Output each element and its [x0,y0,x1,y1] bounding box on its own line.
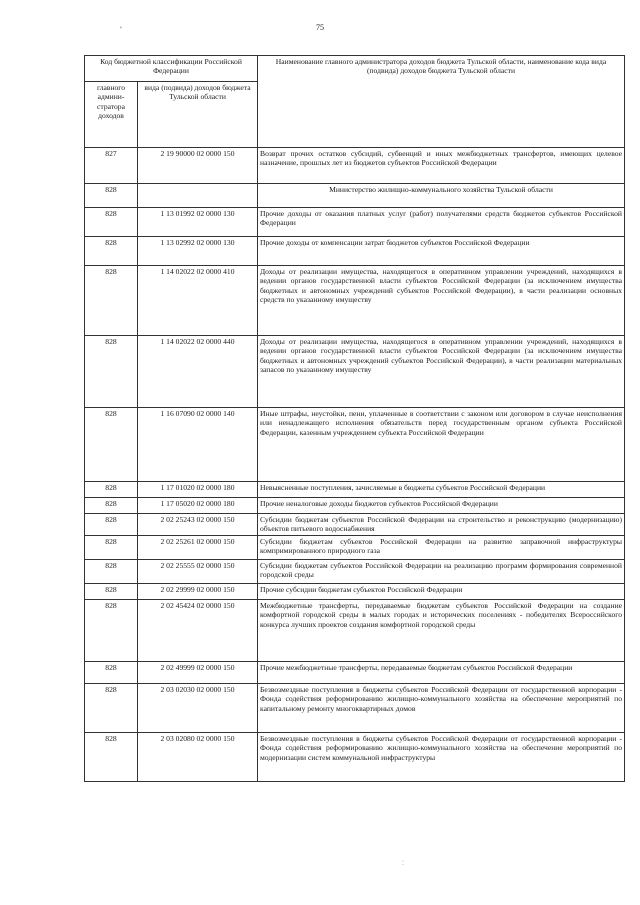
income-kind-code-cell: 1 16 07090 02 0000 140 [138,408,258,482]
header-administrator-name: Наименование главного администратора доходов бюджета Тульской области, наименование кода вида (подвида) доходов бюджета Тульской области [258,56,625,148]
table-row [85,482,625,498]
administrator-code-cell: 828 [85,584,138,600]
income-kind-code-cell: 1 13 01992 02 0000 130 [138,208,258,237]
table-row [85,733,625,782]
income-name-cell: Прочие субсидии бюджетам субъектов Российской Федерации [258,584,625,600]
administrator-code-cell: 828 [85,560,138,584]
administrator-code-cell: 828 [85,237,138,266]
administrator-code-cell: 828 [85,662,138,684]
scan-mark-bottom: ⁚ [402,861,404,867]
table-row [85,600,625,662]
income-kind-code-cell: 1 17 05020 02 0000 180 [138,498,258,514]
table-row [85,662,625,684]
income-kind-code-cell: 1 17 01020 02 0000 180 [138,482,258,498]
page-number: 75 [316,23,324,32]
income-kind-code-cell: 2 03 02030 02 0000 150 [138,684,258,733]
budget-income-table [84,55,625,782]
income-name-cell: Прочие неналоговые доходы бюджетов субъектов Российской Федерации [258,498,625,514]
administrator-code-cell: 828 [85,536,138,560]
income-name-cell: Безвозмездные поступления в бюджеты субъектов Российской Федерации от государственной корпорации - Фонда содействия реформированию жилищно-коммунального хозяйства на обеспечение мероприятий по капитальному ремонту многоквартирных домов [258,684,625,733]
income-name-cell: Субсидии бюджетам субъектов Российской Федерации на развитие заправочной инфраструктуры компримированного природного газа [258,536,625,560]
income-kind-code-cell: 2 02 25243 02 0000 150 [138,514,258,536]
income-kind-code-cell [138,184,258,208]
administrator-code-cell: 828 [85,184,138,208]
income-name-cell: Безвозмездные поступления в бюджеты субъектов Российской Федерации от государственной корпорации - Фонда содействия реформированию жилищно-коммунального хозяйства на обеспечение мероприятий по модернизации систем коммунальной инфраструктуры [258,733,625,782]
administrator-code-cell: 828 [85,684,138,733]
income-kind-code-cell: 1 14 02022 02 0000 440 [138,336,258,408]
table-row [85,237,625,266]
table-row [85,514,625,536]
table-row [85,560,625,584]
administrator-code-cell: 828 [85,208,138,237]
income-name-cell: Невыясненные поступления, зачисляемые в бюджеты субъектов Российской Федерации [258,482,625,498]
table-row [85,536,625,560]
income-kind-code-cell: 2 19 90000 02 0000 150 [138,148,258,184]
income-kind-code-cell: 2 02 49999 02 0000 150 [138,662,258,684]
income-kind-code-cell: 2 02 25555 02 0000 150 [138,560,258,584]
income-name-cell: Министерство жилищно-коммунального хозяйства Тульской области [258,184,625,208]
table-row [85,184,625,208]
income-kind-code-cell: 1 14 02022 02 0000 410 [138,266,258,336]
income-name-cell: Возврат прочих остатков субсидий, субвенций и иных межбюджетных трансфертов, имеющих целевое назначение, прошлых лет из бюджетов субъектов Российской Федерации [258,148,625,184]
administrator-code-cell: 828 [85,600,138,662]
table-row [85,584,625,600]
administrator-code-cell: 828 [85,733,138,782]
table-row [85,408,625,482]
table-row [85,336,625,408]
income-name-cell: Субсидии бюджетам субъектов Российской Федерации на реализацию программ формирования современной городской среды [258,560,625,584]
header-budget-classification-code: Код бюджетной классификации Российской Федерации [85,56,258,82]
income-name-cell: Иные штрафы, неустойки, пени, уплаченные в соответствии с законом или договором в случае неисполнения или ненадлежащего исполнения обязательств перед государственным органом субъекта Российской Федерации, казенным учреждением субъекта Российской Федерации [258,408,625,482]
header-income-kind-code: вида (подвида) доходов бюджета Тульской области [138,82,258,148]
administrator-code-cell: 828 [85,498,138,514]
administrator-code-cell: 828 [85,266,138,336]
income-name-cell: Прочие межбюджетные трансферты, передаваемые бюджетам субъектов Российской Федерации [258,662,625,684]
table-row [85,148,625,184]
income-kind-code-cell: 2 03 02080 02 0000 150 [138,733,258,782]
income-name-cell: Прочие доходы от компенсации затрат бюджетов субъектов Российской Федерации [258,237,625,266]
table-row [85,684,625,733]
header-chief-administrator-code: главного админи-стратора доходов [85,82,138,148]
income-kind-code-cell: 1 13 02992 02 0000 130 [138,237,258,266]
income-kind-code-cell: 2 02 45424 02 0000 150 [138,600,258,662]
income-name-cell: Межбюджетные трансферты, передаваемые бюджетам субъектов Российской Федерации на создание комфортной городской среды в малых городах и исторических поселениях - победителях Всероссийского конкурса лучших проектов создания комфортной городской среды [258,600,625,662]
table-row [85,208,625,237]
income-name-cell: Прочие доходы от оказания платных услуг (работ) получателями средств бюджетов субъектов Российской Федерации [258,208,625,237]
table-row [85,498,625,514]
income-name-cell: Доходы от реализации имущества, находящегося в оперативном управлении учреждений, находящихся в ведении органов государственной власти субъектов Российской Федерации (за исключением имущества бюджетных и автономных учреждений субъектов Российской Федерации), в части реализации основных средств по указанному имуществу [258,266,625,336]
scan-mark-top: ᵉ [120,26,122,32]
administrator-code-cell: 828 [85,514,138,536]
administrator-code-cell: 828 [85,482,138,498]
table-row [85,266,625,336]
administrator-code-cell: 828 [85,336,138,408]
income-name-cell: Доходы от реализации имущества, находящегося в оперативном управлении учреждений, находящихся в ведении органов государственной власти субъектов Российской Федерации (за исключением имущества бюджетных и автономных учреждений субъектов Российской Федерации), в части реализации материальных запасов по указанному имуществу [258,336,625,408]
income-kind-code-cell: 2 02 29999 02 0000 150 [138,584,258,600]
income-name-cell: Субсидии бюджетам субъектов Российской Федерации на строительство и реконструкцию (модернизацию) объектов питьевого водоснабжения [258,514,625,536]
administrator-code-cell: 827 [85,148,138,184]
administrator-code-cell: 828 [85,408,138,482]
income-kind-code-cell: 2 02 25261 02 0000 150 [138,536,258,560]
table-body [85,148,625,782]
